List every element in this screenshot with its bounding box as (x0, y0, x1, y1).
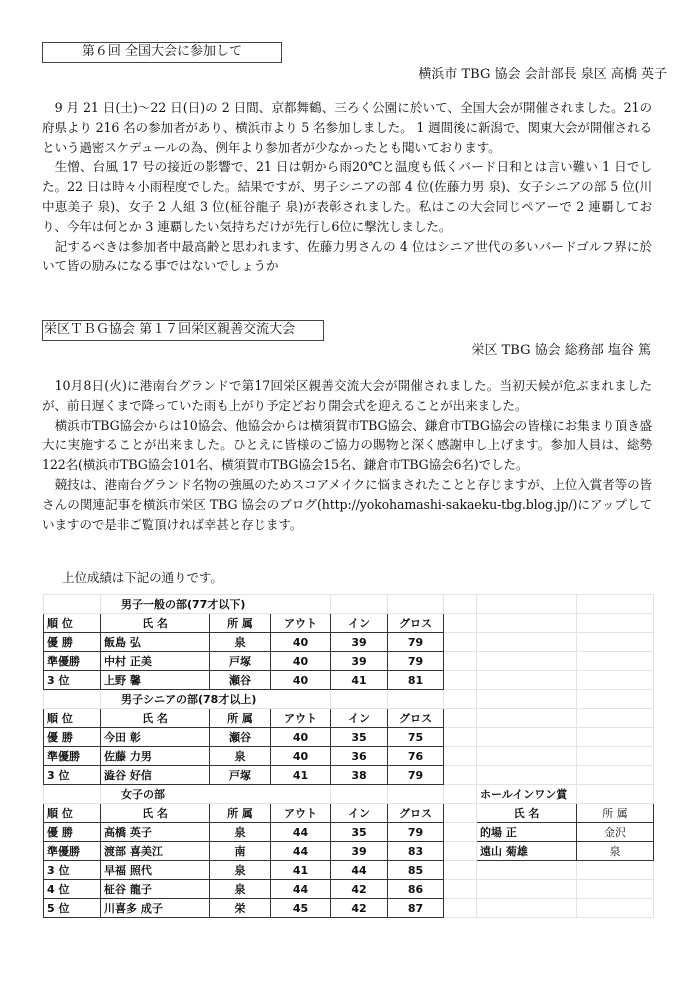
grid-cell (577, 595, 654, 614)
grid-cell (444, 804, 477, 823)
grid-cell (331, 690, 388, 709)
grid-cell (577, 728, 654, 747)
in-score-cell: 39 (331, 842, 388, 861)
column-header: 順 位 (44, 804, 101, 823)
grid-cell (477, 880, 577, 899)
hole-in-one-affiliation: 泉 (577, 842, 654, 861)
table-row (44, 671, 654, 690)
grid-cell (444, 747, 477, 766)
header-row (44, 804, 654, 823)
table-row (44, 842, 654, 861)
grid-cell (477, 671, 577, 690)
grid-cell (577, 633, 654, 652)
grid-cell (577, 899, 654, 918)
grid-cell (444, 595, 477, 614)
rank-cell: 3 位 (44, 861, 101, 880)
paragraph: 競技は、港南台グランド名物の強風のためスコアメイクに悩まされたことと存じますが、上位入賞者等の皆さんの関連記事を横浜市栄区 TBG 協会のブログ(http://yokohamashi-sakaeku-tbg.blog.jp/)にアップしていますので是非ご覧頂ければ幸甚と存じます。 (42, 476, 652, 532)
rank-cell: 優 勝 (44, 728, 101, 747)
in-score-cell: 44 (331, 861, 388, 880)
gross-score-cell: 79 (388, 652, 444, 671)
grid-cell (388, 595, 444, 614)
results-intro: 上位成績は下記の通りです。 (62, 570, 223, 585)
grid-cell (477, 709, 577, 728)
grid-cell (388, 690, 444, 709)
affiliation-cell: 栄 (210, 899, 271, 918)
grid-cell (444, 785, 477, 804)
name-cell: 高橋 英子 (101, 823, 210, 842)
name-cell: 早福 照代 (101, 861, 210, 880)
section-title: 女子の部 (101, 785, 331, 804)
article2-byline: 栄区 TBG 協会 総務部 塩谷 篤 (471, 343, 651, 358)
grid-cell (577, 861, 654, 880)
rank-cell: 準優勝 (44, 747, 101, 766)
table-row (44, 633, 654, 652)
grid-cell (444, 671, 477, 690)
section-title-row (44, 690, 654, 709)
grid-cell (477, 614, 577, 633)
affiliation-cell: 南 (210, 842, 271, 861)
grid-cell (444, 823, 477, 842)
grid-cell (331, 785, 388, 804)
in-score-cell: 38 (331, 766, 388, 785)
grid-cell (444, 766, 477, 785)
rank-cell: 優 勝 (44, 823, 101, 842)
grid-cell (444, 614, 477, 633)
grid-cell (477, 747, 577, 766)
paragraph: 10月8日(火)に港南台グランドで第17回栄区親善交流大会が開催されました。当初天候が危ぶまれましたが、前日遅くまで降っていた雨も上がり予定どおり開会式を迎えることが出来ました。 (42, 378, 652, 413)
column-header: 順 位 (44, 614, 101, 633)
affiliation-cell: 泉 (210, 880, 271, 899)
column-header: 所 属 (210, 709, 271, 728)
name-cell: 渡部 喜美江 (101, 842, 210, 861)
grid-cell (577, 766, 654, 785)
out-score-cell: 40 (271, 652, 331, 671)
paragraph: 横浜市TBG協会からは10協会、他協会からは横須賀市TBG協会、鎌倉市TBG協会の皆様にお集まり頂き盛大に実施することが出来ました。ひとえに皆様のご協力の賜物と深く感謝申し上げます。参加人員は、総勢122名(横浜市TBG協会101名、横須賀市TBG協会15名、鎌倉市TBG協会6名)でした。 (42, 417, 652, 473)
table-row (44, 747, 654, 766)
affiliation-cell: 瀬谷 (210, 728, 271, 747)
affiliation-cell: 泉 (210, 823, 271, 842)
rank-cell: 準優勝 (44, 842, 101, 861)
column-header: 氏 名 (101, 804, 210, 823)
rank-cell: 3 位 (44, 671, 101, 690)
header-row (44, 709, 654, 728)
gross-score-cell: 76 (388, 747, 444, 766)
table-row (44, 880, 654, 899)
in-score-cell: 39 (331, 652, 388, 671)
column-header: 氏 名 (101, 614, 210, 633)
grid-cell (577, 671, 654, 690)
in-score-cell: 42 (331, 899, 388, 918)
article1-title: 第６回 全国大会に参加して (42, 42, 282, 63)
affiliation-cell: 泉 (210, 633, 271, 652)
out-score-cell: 44 (271, 842, 331, 861)
column-header: イン (331, 614, 388, 633)
gross-score-cell: 87 (388, 899, 444, 918)
in-score-cell: 35 (331, 823, 388, 842)
grid-cell (477, 728, 577, 747)
column-header: グロス (388, 709, 444, 728)
grid-cell (577, 614, 654, 633)
column-header: アウト (271, 614, 331, 633)
affiliation-cell: 戸塚 (210, 652, 271, 671)
name-cell: 今田 彰 (101, 728, 210, 747)
name-cell: 澁谷 好信 (101, 766, 210, 785)
gross-score-cell: 79 (388, 766, 444, 785)
column-header: 氏 名 (101, 709, 210, 728)
grid-cell (444, 633, 477, 652)
hole-in-one-affiliation: 金沢 (577, 823, 654, 842)
header-row (44, 614, 654, 633)
grid-cell (477, 766, 577, 785)
out-score-cell: 44 (271, 823, 331, 842)
gross-score-cell: 79 (388, 823, 444, 842)
name-cell: 佐藤 力男 (101, 747, 210, 766)
section-title: 男子シニアの部(78才以上) (101, 690, 331, 709)
grid-cell (477, 633, 577, 652)
name-cell: 柾谷 龍子 (101, 880, 210, 899)
rank-cell: 5 位 (44, 899, 101, 918)
name-cell: 中村 正美 (101, 652, 210, 671)
hole-in-one-name: 的場 正 (477, 823, 577, 842)
column-header: グロス (388, 614, 444, 633)
hole-in-one-header: 所 属 (577, 804, 654, 823)
results-table (43, 594, 654, 918)
grid-cell (444, 899, 477, 918)
out-score-cell: 44 (271, 880, 331, 899)
grid-cell (331, 595, 388, 614)
table-row (44, 652, 654, 671)
grid-cell (577, 747, 654, 766)
paragraph: 記するべきは参加者中最高齢と思われます、佐藤力男さんの 4 位はシニア世代の多いバードゴルフ界に於いて皆の励みになる事ではないでしょうか (42, 238, 652, 274)
grid-cell (444, 652, 477, 671)
gross-score-cell: 85 (388, 861, 444, 880)
rank-cell: 4 位 (44, 880, 101, 899)
in-score-cell: 41 (331, 671, 388, 690)
rank-cell: 準優勝 (44, 652, 101, 671)
affiliation-cell: 泉 (210, 861, 271, 880)
hole-in-one-title: ホールインワン賞 (477, 785, 577, 804)
grid-cell (444, 842, 477, 861)
table-row (44, 766, 654, 785)
grid-cell (577, 880, 654, 899)
column-header: イン (331, 804, 388, 823)
section-title-row (44, 785, 654, 804)
article2-body (42, 376, 652, 534)
grid-cell (444, 728, 477, 747)
out-score-cell: 40 (271, 633, 331, 652)
column-header: 順 位 (44, 709, 101, 728)
name-cell: 川喜多 成子 (101, 899, 210, 918)
paragraph: 9 月 21 日(土)～22 日(日)の 2 日間、京都舞鶴、三ろく公園に於いて、全国大会が開催されました。21の府県より 216 名の参加者があり、横浜市より 5 名参加しました。 1 週間後に新潟で、関東大会が開催されるという過密スケデュールの為、例年より参加者が少なかったとも聞いております。 (42, 100, 652, 155)
gross-score-cell: 79 (388, 633, 444, 652)
gross-score-cell: 81 (388, 671, 444, 690)
gross-score-cell: 86 (388, 880, 444, 899)
rank-cell: 優 勝 (44, 633, 101, 652)
grid-cell (477, 652, 577, 671)
table-row (44, 899, 654, 918)
gross-score-cell: 83 (388, 842, 444, 861)
affiliation-cell: 瀬谷 (210, 671, 271, 690)
out-score-cell: 41 (271, 766, 331, 785)
in-score-cell: 36 (331, 747, 388, 766)
gross-score-cell: 75 (388, 728, 444, 747)
grid-cell (577, 652, 654, 671)
grid-cell (577, 785, 654, 804)
grid-cell (444, 880, 477, 899)
grid-cell (477, 595, 577, 614)
affiliation-cell: 戸塚 (210, 766, 271, 785)
column-header: アウト (271, 709, 331, 728)
section-title: 男子一般の部(77才以下) (101, 595, 331, 614)
grid-cell (44, 785, 101, 804)
article1-body (42, 98, 652, 276)
out-score-cell: 40 (271, 728, 331, 747)
grid-cell (477, 899, 577, 918)
table-row (44, 861, 654, 880)
in-score-cell: 35 (331, 728, 388, 747)
grid-cell (444, 861, 477, 880)
column-header: 所 属 (210, 614, 271, 633)
out-score-cell: 41 (271, 861, 331, 880)
grid-cell (444, 709, 477, 728)
hole-in-one-name: 遠山 菊雄 (477, 842, 577, 861)
out-score-cell: 40 (271, 671, 331, 690)
affiliation-cell: 泉 (210, 747, 271, 766)
name-cell: 飯島 弘 (101, 633, 210, 652)
table-row (44, 728, 654, 747)
grid-cell (577, 690, 654, 709)
rank-cell: 3 位 (44, 766, 101, 785)
out-score-cell: 40 (271, 747, 331, 766)
grid-cell (44, 595, 101, 614)
grid-cell (577, 709, 654, 728)
column-header: イン (331, 709, 388, 728)
paragraph: 生憎、台風 17 号の接近の影響で、21 日は朝から雨20℃と温度も低くバード日和とは言い難い 1 日でした。22 日は時々小雨程度でした。結果ですが、男子シニアの部 4 位(佐藤力男 泉)、女子シニアの部 5 位(川中恵美子 泉)、女子 2 人組 3 位(柾谷龍子 泉)が表彰されました。私はこの大会同じペアーで 2 連覇しており、今年は何とか 3 連覇したい気持ちだけが先行し6位に撃沈しました。 (42, 159, 652, 234)
grid-cell (44, 690, 101, 709)
table-row (44, 823, 654, 842)
name-cell: 上野 馨 (101, 671, 210, 690)
grid-cell (477, 861, 577, 880)
column-header: 所 属 (210, 804, 271, 823)
column-header: グロス (388, 804, 444, 823)
section-title-row (44, 595, 654, 614)
column-header: アウト (271, 804, 331, 823)
out-score-cell: 45 (271, 899, 331, 918)
article1-byline: 横浜市 TBG 協会 会計部長 泉区 高橋 英子 (418, 67, 667, 82)
in-score-cell: 42 (331, 880, 388, 899)
hole-in-one-header: 氏 名 (477, 804, 577, 823)
grid-cell (444, 690, 477, 709)
in-score-cell: 39 (331, 633, 388, 652)
grid-cell (477, 690, 577, 709)
grid-cell (388, 785, 444, 804)
article2-title: 栄区ＴＢＧ協会 第１７回栄区親善交流大会 (42, 320, 324, 341)
